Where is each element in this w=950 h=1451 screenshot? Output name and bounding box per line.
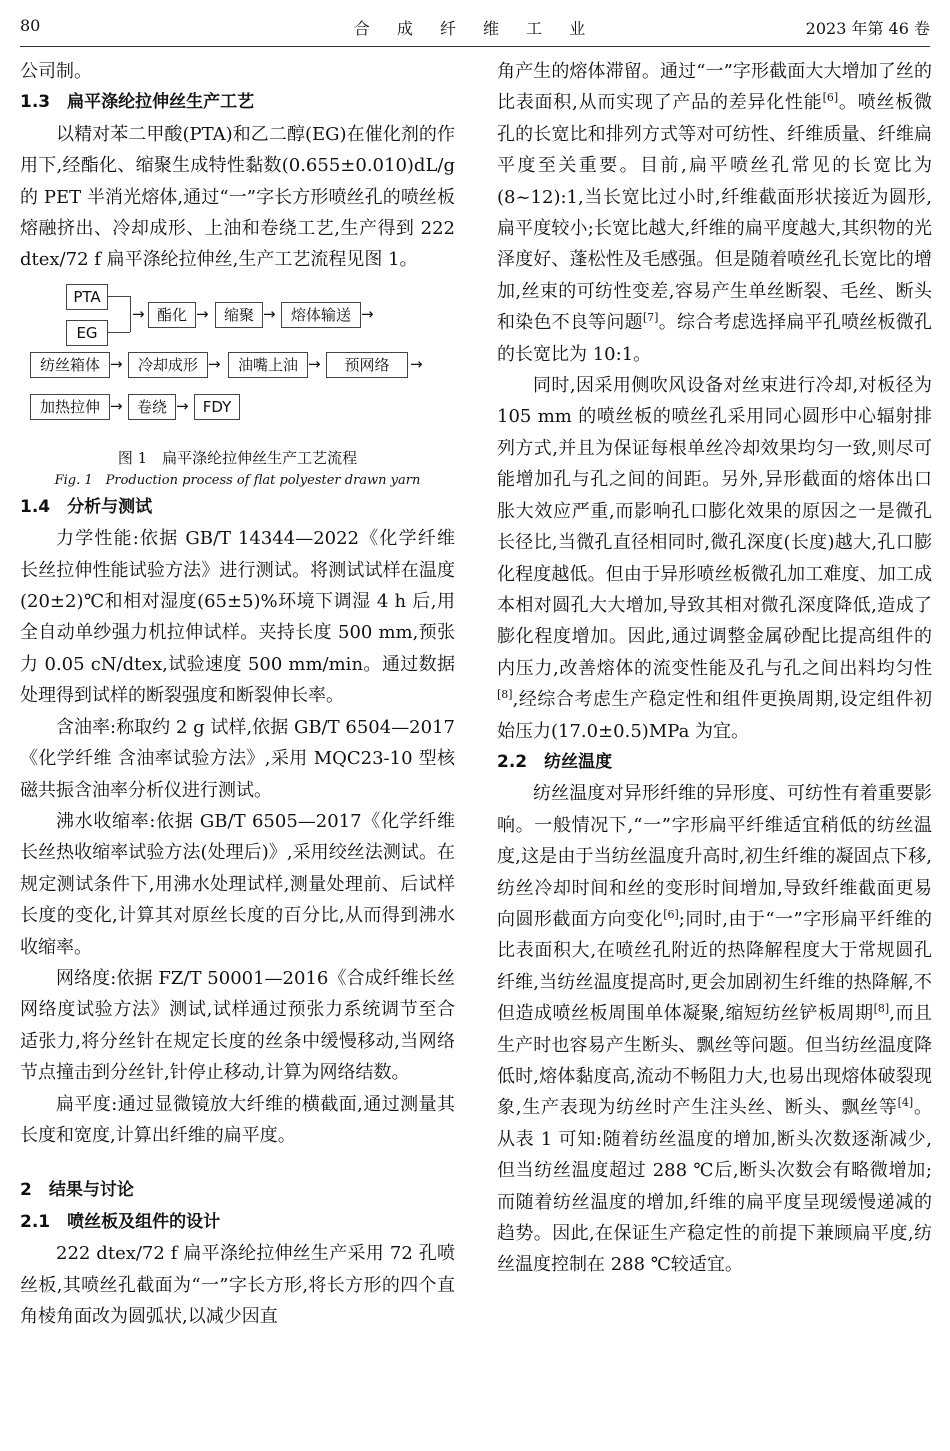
right-column bbox=[497, 56, 932, 1281]
citation: [6] bbox=[663, 907, 679, 921]
citation: [4] bbox=[897, 1096, 914, 1110]
arrow-right-icon: → bbox=[196, 304, 209, 323]
flow-box-winding: 卷绕 bbox=[128, 394, 176, 420]
page-number: 80 bbox=[20, 16, 41, 35]
paragraph: 力学性能:依据 GB/T 14344—2022《化学纤维 长丝拉伸性能试验方法》进行测试。将测试试样在温度(20±2)℃和相对湿度(65±5)%环境下调湿 4 h 后,用全自动单纱强力机拉伸试样。夹持长度 500 mm,预张力 0.05 cN/dtex,试验速度 500 mm/min。通过数据处理得到试样的断裂强度和断裂伸长率。 bbox=[20, 528, 455, 707]
arrow-right-icon: → bbox=[110, 396, 123, 415]
section-heading-2: 2 结果与讨论 bbox=[20, 1180, 134, 1201]
arrow-right-icon: → bbox=[132, 304, 145, 323]
flow-box-polycondense: 缩聚 bbox=[215, 302, 263, 328]
arrow-right-icon: → bbox=[110, 354, 123, 373]
paragraph: 角产生的熔体滞留。通过“一”字形截面大大增加了丝的比表面积,从而实现了产品的差异化性能[6]。喷丝板微孔的长宽比和排列方式等对可纺性、纤维质量、纤维扁平度至关重要。目前,扁平喷丝孔常见的长宽比为(8~12):1,当长宽比过小时,纤维截面形状接近为圆形,扁平度较小;长宽比越大,纤维的扁平度越大,其织物的光泽度好、蓬松性及毛感强。但是随着喷丝孔长宽比的增加,丝束的可纺性变差,容易产生单丝断裂、毛丝、断头和染色不良等问题[7]。综合考虑选择扁平孔喷丝板微孔的长宽比为 10:1。 bbox=[497, 61, 933, 365]
flow-box-melt-transport: 熔体输送 bbox=[281, 302, 361, 328]
flow-box-pre-network: 预网络 bbox=[326, 352, 408, 378]
arrow-right-icon: → bbox=[176, 396, 189, 415]
paragraph: 222 dtex/72 f 扁平涤纶拉伸丝生产采用 72 孔喷丝板,其喷丝孔截面为“一”字长方形,将长方形的四个直角棱角面改为圆弧状,以减少因直 bbox=[20, 1243, 455, 1327]
flow-box-heat-draw: 加热拉伸 bbox=[30, 394, 110, 420]
flow-box-eg: EG bbox=[66, 320, 108, 346]
flow-box-pta: PTA bbox=[66, 284, 108, 310]
citation: [8] bbox=[497, 688, 513, 702]
citation: [6] bbox=[822, 91, 839, 105]
citation: [8] bbox=[873, 1002, 890, 1016]
section-heading-1-4: 1.4 分析与测试 bbox=[20, 496, 153, 517]
page-header bbox=[20, 8, 930, 44]
figure-caption-en: Fig. 1 Production process of flat polyester drawn yarn bbox=[54, 472, 421, 488]
flow-box-spinning-box: 纺丝箱体 bbox=[30, 352, 110, 378]
paragraph: 含油率:称取约 2 g 试样,依据 GB/T 6504—2017《化学纤维 含油率试验方法》,采用 MQC23-10 型核磁共振含油率分析仪进行测试。 bbox=[20, 716, 455, 801]
arrow-right-icon: → bbox=[308, 354, 321, 373]
header-rule bbox=[20, 46, 930, 47]
flow-box-oiling: 油嘴上油 bbox=[228, 352, 308, 378]
connector-line bbox=[108, 332, 130, 333]
connector-line bbox=[130, 296, 131, 332]
section-heading-2-1: 2.1 喷丝板及组件的设计 bbox=[20, 1211, 221, 1232]
flow-box-fdy: FDY bbox=[194, 394, 240, 420]
flow-box-cooling: 冷却成形 bbox=[128, 352, 208, 378]
paragraph: 公司制。 bbox=[20, 61, 92, 82]
paragraph: 纺丝温度对异形纤维的异形度、可纺性有着重要影响。一般情况下,“一”字形扁平纤维适宜稍低的纺丝温度,这是由于当纺丝温度升高时,初生纤维的凝固点下移,纺丝冷却时间和丝的变形时间增加,导致纤维截面更易向圆形截面方向变化[6];同时,由于“一”字形扁平纤维的比表面积大,在喷丝孔附近的热降解程度大于常规圆孔纤维,当纺丝温度提高时,更会加剧初生纤维的热降解,不但造成喷丝板周围单体凝聚,缩短纺丝铲板周期[8],而且生产时也容易产生断头、飘丝等问题。但当纺丝温度降低时,熔体黏度高,流动不畅阻力大,也易出现熔体破裂现象,生产表现为纺丝时产生注头丝、断头、飘丝等[4]。从表 1 可知:随着纺丝温度的增加,断头次数逐渐减少,但当纺丝温度超过 288 ℃后,断头次数会有略微增加;而随着纺丝温度的增加,纤维的扁平度呈现缓慢递减的趋势。因此,在保证生产稳定性的前提下兼顾扁平度,纺丝温度控制在 288 ℃较适宜。 bbox=[497, 783, 932, 1276]
arrow-right-icon: → bbox=[208, 354, 221, 373]
figure-1-flowchart bbox=[20, 276, 455, 444]
connector-line bbox=[108, 296, 130, 297]
paragraph: 以精对苯二甲酸(PTA)和乙二醇(EG)在催化剂的作用下,经酯化、缩聚生成特性黏数(0.655±0.010)dL/g 的 PET 半消光熔体,通过“一”字长方形喷丝孔的喷丝板熔融挤出、冷却成形、上油和卷绕工艺,生产得到 222 dtex/72 f 扁平涤纶拉伸丝,生产工艺流程见图 1。 bbox=[20, 123, 455, 271]
paragraph: 网络度:依据 FZ/T 50001—2016《合成纤维长丝网络度试验方法》测试,试样通过预张力系统调节至合适张力,将分丝针在规定长度的丝条中缓慢移动,当网络节点撞击到分丝针,针停止移动,计算为网络结数。 bbox=[20, 967, 455, 1084]
citation: [7] bbox=[642, 311, 659, 325]
flow-box-esterify: 酯化 bbox=[148, 302, 196, 328]
paragraph: 同时,因采用侧吹风设备对丝束进行冷却,对板径为 105 mm 的喷丝板的喷丝孔采用同心圆形中心辐射排列方式,并且为保证每根单丝冷却效果均匀一致,则尽可能增加孔与孔之间的间距。另外,异形截面的熔体出口胀大效应严重,而影响孔口膨化效果的原因之一是微孔长径比,当微孔直径相同时,微孔深度(长度)越大,孔口膨化程度越低。但由于异形喷丝板微孔加工难度、加工成本相对圆孔大大增加,导致其相对微孔深度降低,造成了膨化程度增加。因此,通过调整金属砂配比提高组件的内压力,改善熔体的流变性能及孔与孔之间出料均匀性[8],经综合考虑生产稳定性和组件更换周期,设定组件初始压力(17.0±0.5)MPa 为宜。 bbox=[497, 375, 932, 742]
journal-title: 合 成 纤 维 工 业 bbox=[353, 19, 597, 38]
figure-caption: 图 1 扁平涤纶拉伸丝生产工艺流程 bbox=[117, 448, 358, 467]
arrow-right-icon: → bbox=[263, 304, 276, 323]
left-column bbox=[20, 56, 455, 1332]
section-heading-2-2: 2.2 纺丝温度 bbox=[497, 751, 613, 772]
section-heading-1-3: 1.3 扁平涤纶拉伸丝生产工艺 bbox=[20, 92, 255, 113]
paragraph: 沸水收缩率:依据 GB/T 6505—2017《化学纤维 长丝热收缩率试验方法(处理后)》,采用绞丝法测试。在规定测试条件下,用沸水处理试样,测量处理前、后试样长度的变化,计算其对原丝长度的百分比,从而得到沸水收缩率。 bbox=[20, 810, 455, 958]
issue-label: 2023 年第 46 卷 bbox=[805, 19, 930, 38]
paragraph: 扁平度:通过显微镜放大纤维的横截面,通过测量其长度和宽度,计算出纤维的扁平度。 bbox=[20, 1093, 455, 1146]
arrow-right-icon: → bbox=[410, 354, 423, 373]
arrow-right-icon: → bbox=[361, 304, 374, 323]
